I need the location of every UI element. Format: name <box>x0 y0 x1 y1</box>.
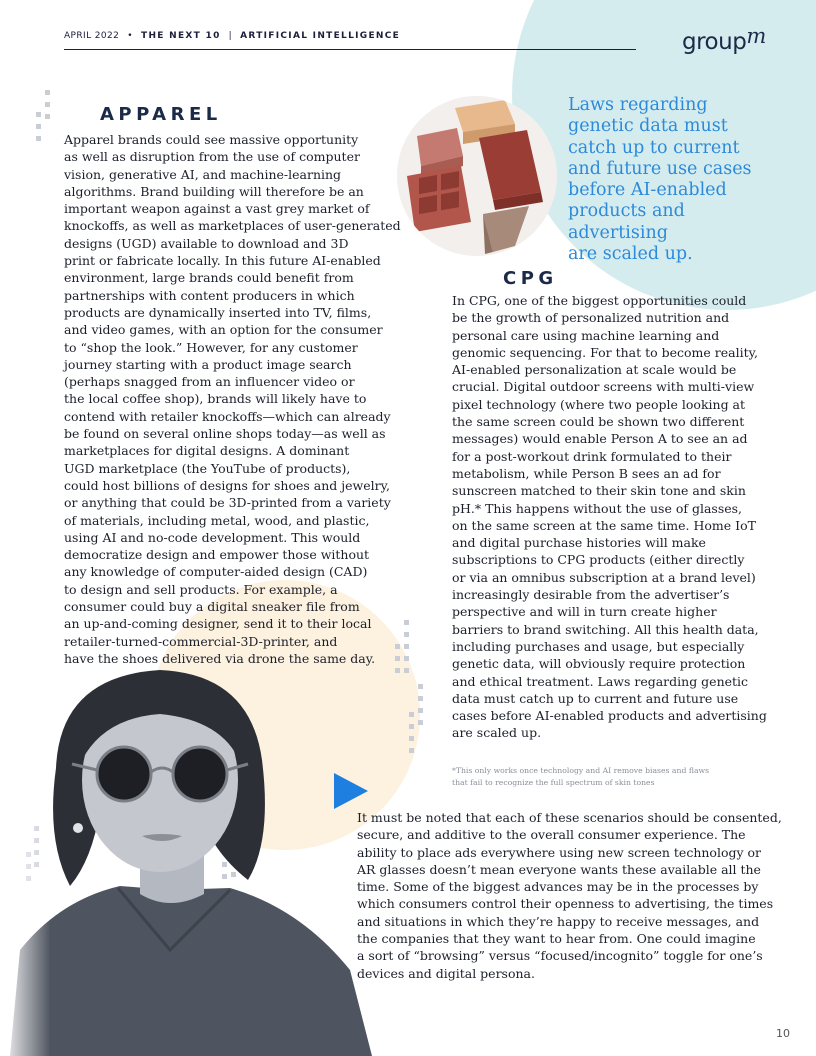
cpg-line: the same screen could be shown two different <box>452 414 745 430</box>
cpg-body <box>452 292 767 742</box>
apparel-line: journey starting with a product image search <box>64 356 352 372</box>
apparel-line: an up-and-coming designer, send it to their local <box>64 616 372 632</box>
cpg-line: increasingly desirable from the advertiser’s <box>452 587 730 603</box>
apparel-line: the local coffee shop), brands will likely have to <box>64 391 367 407</box>
logo-text: group <box>682 29 747 55</box>
closing-line: devices and digital persona. <box>357 965 535 981</box>
play-arrow-icon <box>334 773 368 809</box>
closing-line: secure, and additive to the overall consumer experience. The <box>357 827 746 843</box>
pull-quote-line: genetic data must <box>568 116 728 137</box>
apparel-line: designs (UGD) available to download and 3D <box>64 235 349 251</box>
cpg-line: pixel technology (where two people looking at <box>452 396 746 412</box>
closing-line: It must be noted that each of these scenarios should be consented, <box>357 810 782 825</box>
product-boxes-photo <box>397 96 557 256</box>
cpg-line: data must catch up to current and future use <box>452 690 739 706</box>
cpg-line: be the growth of personalized nutrition and <box>452 310 730 326</box>
cpg-line: and digital purchase histories will make <box>452 535 706 551</box>
apparel-line: (perhaps snagged from an influencer video or <box>64 374 355 390</box>
decorative-dots <box>45 90 50 126</box>
cpg-heading: CPG <box>503 268 558 289</box>
cpg-line: sunscreen matched to their skin tone and skin <box>452 483 746 499</box>
closing-line: a sort of “browsing” versus “focused/incognito” toggle for one’s <box>357 948 763 964</box>
apparel-line: consumer could buy a digital sneaker file from <box>64 599 360 615</box>
cpg-line: AI-enabled personalization at scale would be <box>452 362 737 378</box>
apparel-line: and video games, with an option for the consumer <box>64 322 383 338</box>
apparel-line: algorithms. Brand building will therefore be an <box>64 183 364 199</box>
pull-quote-line: catch up to current <box>568 137 740 158</box>
pull-quote-line: before AI-enabled <box>568 180 727 201</box>
apparel-line: or anything that could be 3D-printed from a variety <box>64 495 391 511</box>
pull-quote-line: and future use cases <box>568 158 752 179</box>
cpg-line: In CPG, one of the biggest opportunities could <box>452 293 747 308</box>
apparel-line: Apparel brands could see massive opportunity <box>64 132 359 147</box>
apparel-line: to design and sell products. For example, a <box>64 581 338 597</box>
cpg-line: personal care using machine learning and <box>452 327 720 343</box>
pull-quote-line: Laws regarding <box>568 95 708 115</box>
footnote-line: *This only works once technology and AI remove biases and flaws <box>452 766 710 775</box>
cpg-line: subscriptions to CPG products (either directly <box>452 552 745 568</box>
apparel-body <box>64 131 401 667</box>
apparel-line: using AI and no-code development. This would <box>64 529 361 545</box>
cpg-line: and ethical treatment. Laws regarding genetic <box>452 673 749 689</box>
apparel-line: vision, generative AI, and machine-learning <box>64 166 342 182</box>
apparel-line: retailer-turned-commercial-3D-printer, and <box>64 633 338 649</box>
groupm-logo <box>682 24 766 55</box>
decorative-dots <box>36 112 41 148</box>
header-date: APRIL 2022 <box>64 31 120 41</box>
product-boxes-illustration <box>397 96 557 256</box>
closing-line: AR glasses doesn’t mean everyone wants these available all the <box>357 861 761 877</box>
cpg-line: perspective and will in turn create higher <box>452 604 717 620</box>
apparel-line: marketplaces for digital designs. A dominant <box>64 443 350 459</box>
cpg-line: pH.* This happens without the use of glasses, <box>452 500 743 516</box>
apparel-line: to “shop the look.” However, for any customer <box>64 339 358 355</box>
cpg-line: or via an omnibus subscription at a brand level) <box>452 569 756 585</box>
header-topic: ARTIFICIAL INTELLIGENCE <box>240 31 401 41</box>
footnote-line: that fail to recognize the full spectrum of skin tones <box>452 777 655 787</box>
closing-line: time. Some of the biggest advances may be in the processes by <box>357 879 759 895</box>
closing-body <box>357 809 782 982</box>
running-header <box>64 31 400 41</box>
cpg-line: including purchases and usage, but especially <box>452 638 745 654</box>
apparel-line: products are dynamically inserted into TV, films, <box>64 304 372 320</box>
apparel-line: UGD marketplace (the YouTube of products), <box>64 460 351 476</box>
pull-quote-line: are scaled up. <box>568 244 693 265</box>
cpg-line: are scaled up. <box>452 725 542 741</box>
closing-line: which consumers control their openness to advertising, the times <box>357 896 774 912</box>
cpg-line: cases before AI-enabled products and advertising <box>452 708 767 724</box>
apparel-line: important weapon against a vast grey market of <box>64 201 370 217</box>
cpg-line: genetic data, will obviously require protection <box>452 656 746 672</box>
header-series: THE NEXT 10 <box>141 31 221 41</box>
apparel-line: could host billions of designs for shoes and jewelry, <box>64 477 390 493</box>
header-rule <box>64 49 636 50</box>
header-divider: | <box>228 31 233 41</box>
apparel-line: democratize design and empower those without <box>64 547 370 563</box>
apparel-line: environment, large brands could benefit from <box>64 270 354 286</box>
logo-m: m <box>746 24 766 48</box>
cpg-line: messages) would enable Person A to see an ad <box>452 431 748 447</box>
apparel-line: knockoffs, as well as marketplaces of user-generated <box>64 218 401 234</box>
cpg-line: crucial. Digital outdoor screens with multi-view <box>452 379 755 395</box>
apparel-line: print or fabricate locally. In this future AI-enabled <box>64 253 381 269</box>
cpg-line: metabolism, while Person B sees an ad for <box>452 465 721 481</box>
pull-quote-line: products and <box>568 201 685 222</box>
cpg-line: barriers to brand switching. All this health data, <box>452 621 759 637</box>
cpg-line: genomic sequencing. For that to become reality, <box>452 344 758 360</box>
closing-line: the companies that they want to hear from. One could imagine <box>357 931 756 947</box>
closing-line: ability to place ads everywhere using new screen technology or <box>357 844 762 860</box>
pull-quote <box>568 95 752 265</box>
apparel-line: partnerships with content producers in which <box>64 287 355 303</box>
footnote <box>452 765 709 788</box>
apparel-line: any knowledge of computer-aided design (CAD) <box>64 564 368 580</box>
apparel-heading: APPAREL <box>100 104 222 125</box>
apparel-line: contend with retailer knockoffs—which can already <box>64 408 391 424</box>
pull-quote-line: advertising <box>568 222 668 243</box>
page-number: 10 <box>776 1027 790 1040</box>
closing-line: and situations in which they’re happy to receive messages, and <box>357 913 760 929</box>
apparel-line: be found on several online shops today—as well as <box>64 426 386 442</box>
header-bullet: • <box>127 31 133 41</box>
cpg-line: on the same screen at the same time. Home IoT <box>452 517 756 533</box>
apparel-line: of materials, including metal, wood, and plastic, <box>64 512 370 528</box>
cpg-line: for a post-workout drink formulated to their <box>452 448 732 464</box>
apparel-line: as well as disruption from the use of computer <box>64 149 360 165</box>
